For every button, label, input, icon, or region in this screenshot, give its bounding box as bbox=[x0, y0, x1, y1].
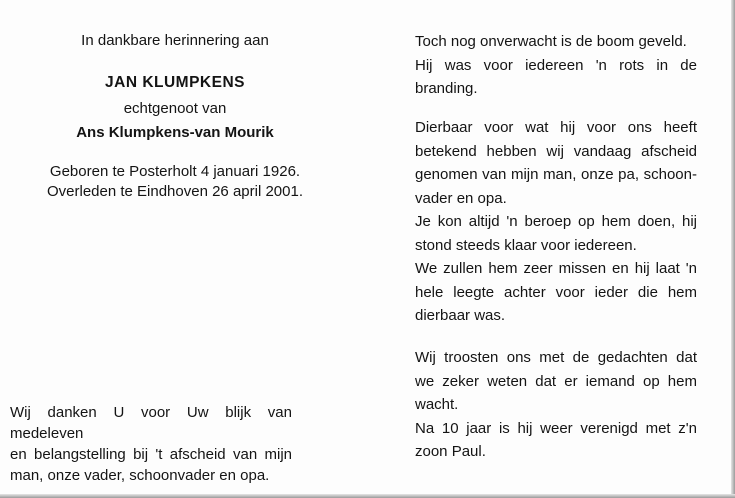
verse-paragraph-1 bbox=[415, 30, 697, 101]
verse-line: hele leegte achter voor ieder die hem bbox=[415, 283, 697, 301]
card-edge-right bbox=[731, 0, 735, 498]
verse-line: stond steeds klaar voor iedereen. bbox=[415, 236, 637, 254]
verse-line: We zullen hem zeer missen en hij laat 'n bbox=[415, 260, 697, 277]
thanks-line: man, onze vader, schoonvader en opa. bbox=[10, 467, 270, 484]
verse-line: branding. bbox=[415, 80, 478, 97]
verse-line: zoon Paul. bbox=[415, 443, 486, 460]
thanks-paragraph bbox=[10, 402, 292, 486]
right-column bbox=[415, 0, 697, 498]
thanks-line: en belangstelling bij 't afscheid van mijn bbox=[10, 446, 292, 463]
verse-line: dierbaar was. bbox=[415, 307, 506, 324]
verse-paragraph-3 bbox=[415, 346, 697, 464]
verse-line: Na 10 jaar is hij weer verenigd met z'n bbox=[415, 419, 697, 437]
verse-line: Toch nog onverwacht is de boom geveld. bbox=[415, 33, 687, 50]
verse-line: vader en opa. bbox=[415, 189, 507, 207]
verse-line: we zeker weten dat er iemand op hem bbox=[415, 372, 697, 390]
birth-line: Geboren te Posterholt 4 januari 1926. bbox=[49, 163, 301, 180]
verse-line: Je kon altijd 'n beroep op hem doen, hij bbox=[415, 213, 697, 230]
verse-line: wacht. bbox=[415, 396, 459, 413]
verse-line: betekend hebben wij vandaag afscheid bbox=[415, 142, 697, 160]
verse-line: genomen van mijn man, onze pa, schoon- bbox=[415, 166, 697, 183]
relation-text: echtgenoot van bbox=[123, 100, 227, 117]
death-line: Overleden te Eindhoven 26 april 2001. bbox=[46, 183, 303, 200]
verse-line: Dierbaar voor wat hij voor ons heeft bbox=[415, 119, 697, 136]
deceased-name: JAN KLUMPKENS bbox=[105, 74, 245, 91]
thanks-line: Wij danken U voor Uw blijk van medeleven bbox=[10, 404, 292, 442]
verse-paragraph-2 bbox=[415, 116, 697, 328]
card-edge-bottom bbox=[0, 494, 735, 498]
verse-line: Hij was voor iedereen 'n rots in de bbox=[415, 56, 697, 74]
spouse-name: Ans Klumpkens-van Mourik bbox=[76, 124, 274, 141]
intro-text: In dankbare herinnering aan bbox=[81, 32, 269, 49]
verse-line: Wij troosten ons met de gedachten dat bbox=[415, 349, 697, 366]
